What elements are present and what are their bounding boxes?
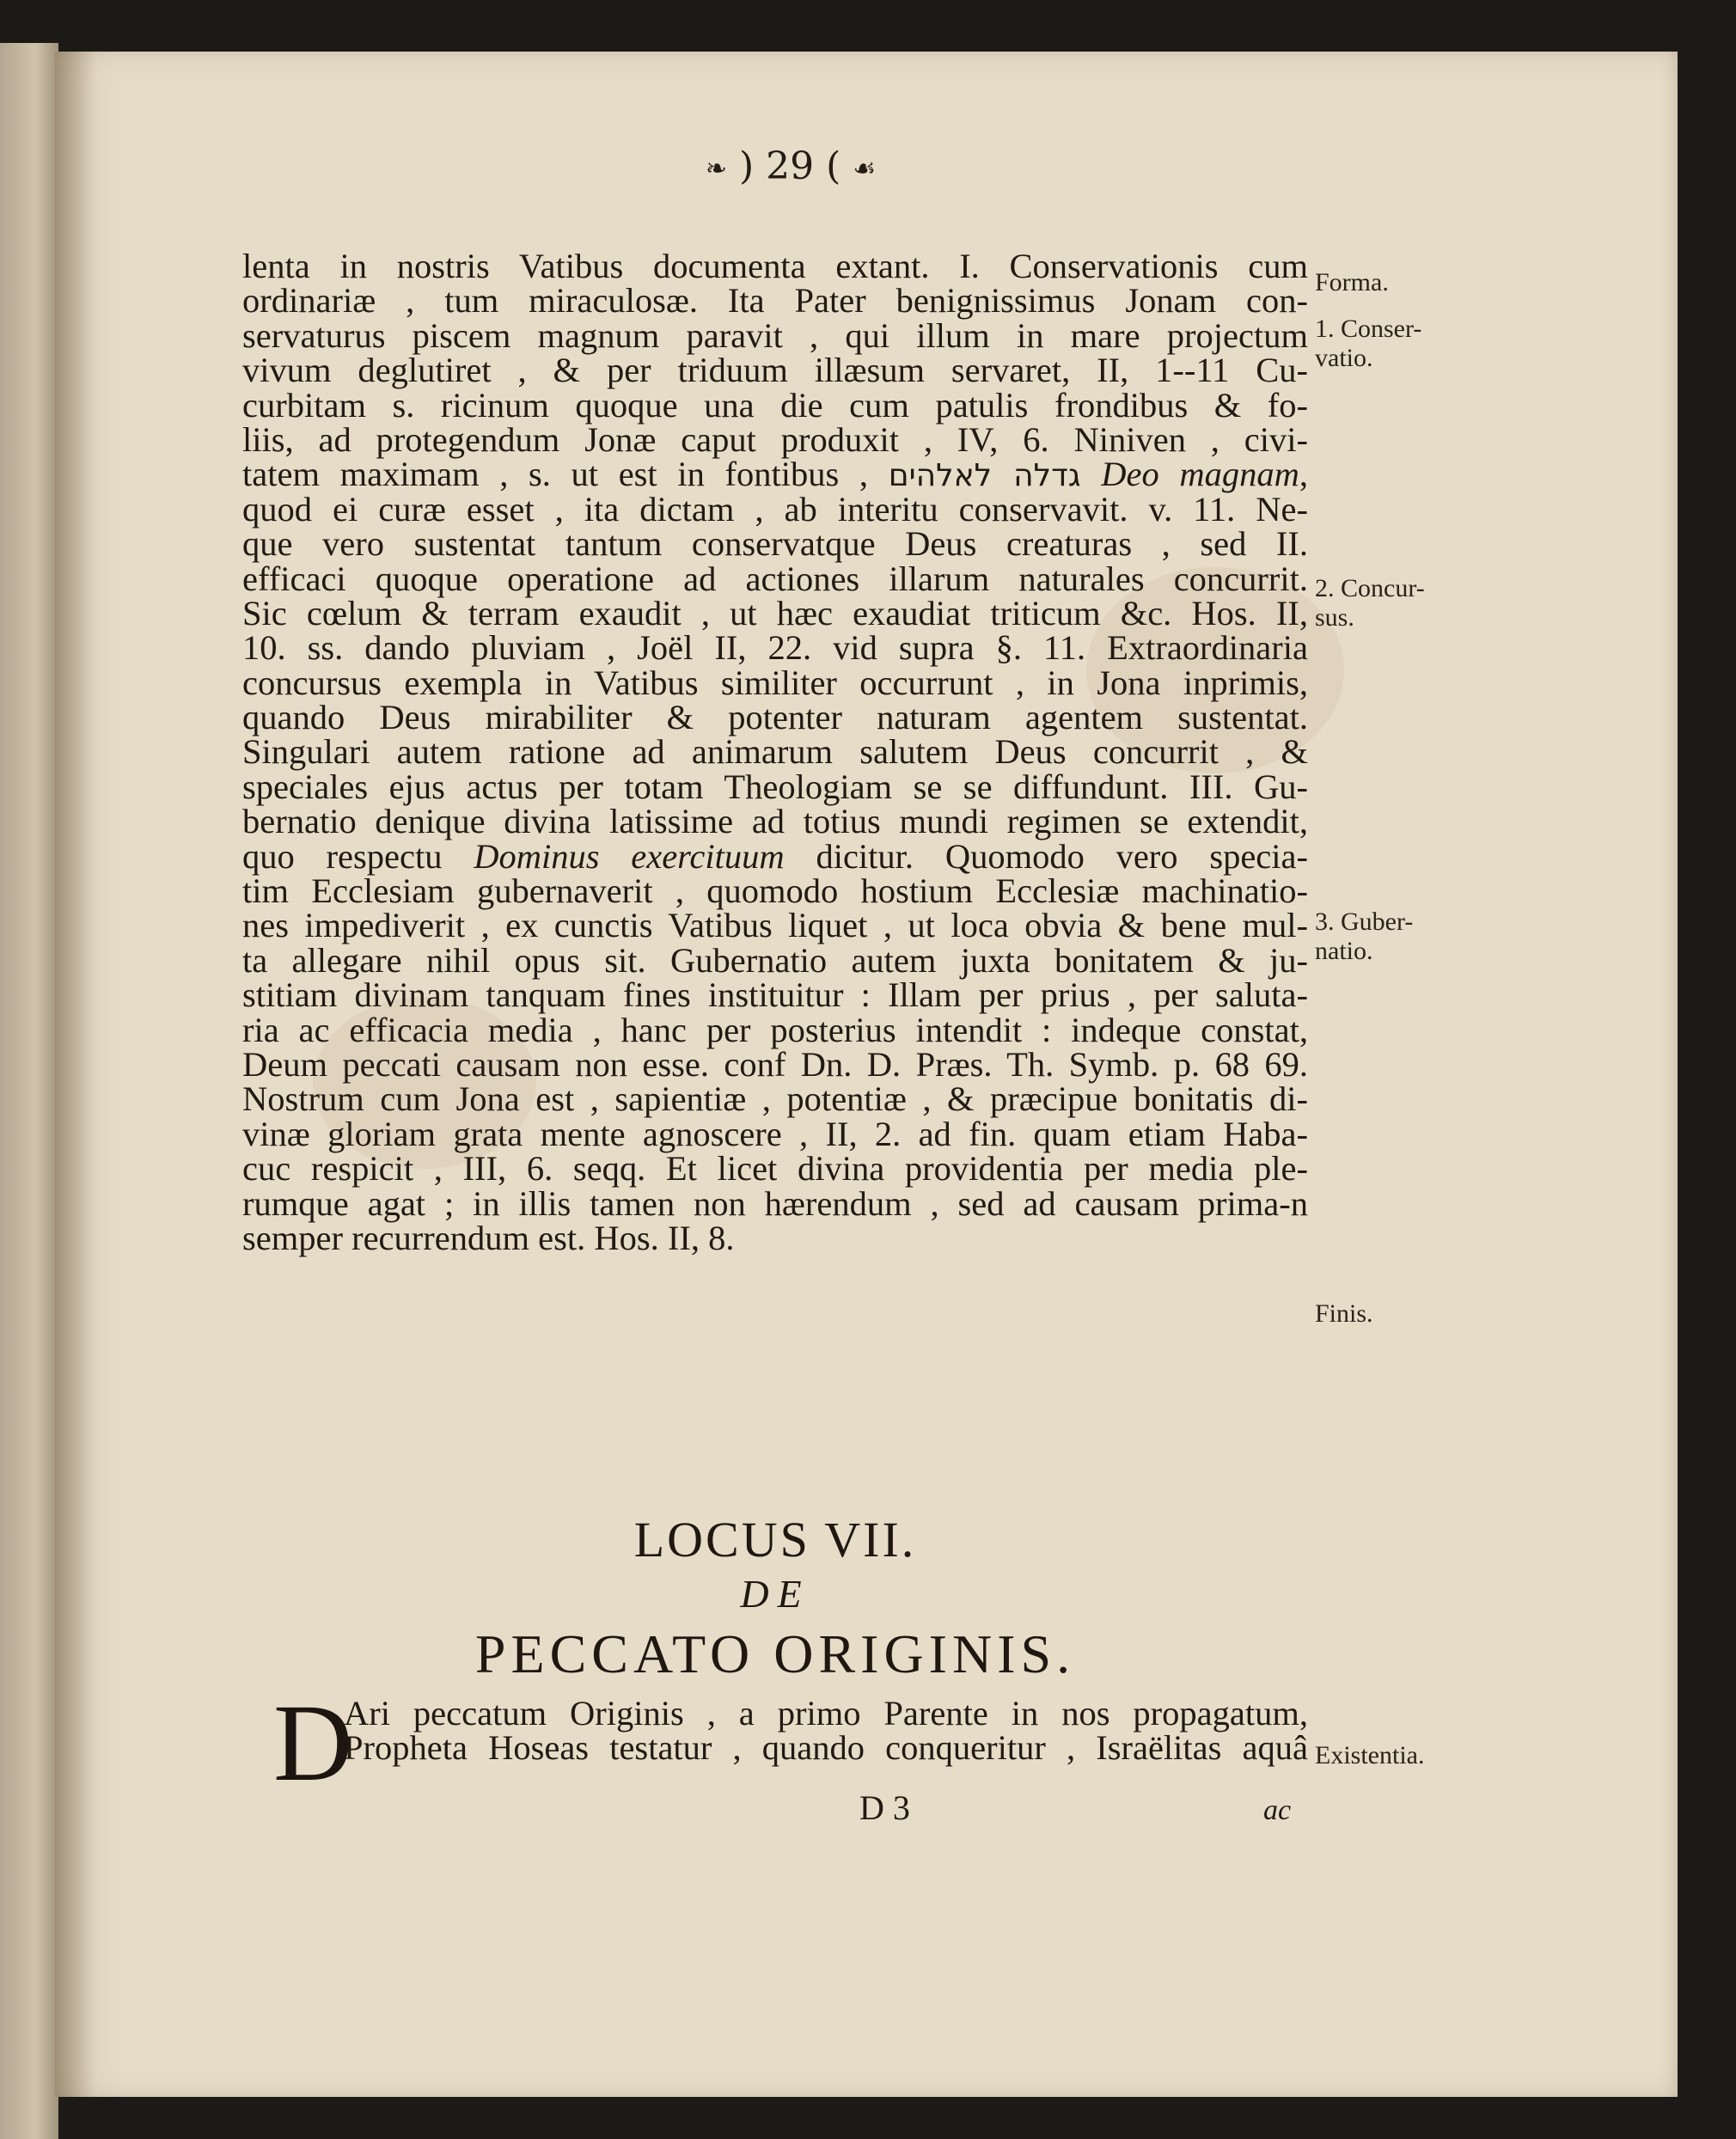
- italic-phrase: Deo magnam: [1101, 455, 1299, 494]
- drop-cap: D: [273, 1682, 353, 1804]
- text-line: que vero sustentat tantum conservatque Deus creaturas , sed II.: [242, 524, 1308, 564]
- closing-line: Propheta Hoseas testatur , quando conqueritur , Israëlitas aquâ: [344, 1728, 1308, 1768]
- page-gutter-shadow: [55, 52, 96, 2097]
- page-number: ) 29 (: [738, 144, 841, 188]
- text-line: lenta in nostris Vatibus documenta extant. I. Conservationis cum: [242, 247, 1308, 285]
- section-heading-peccato-originis: PECCATO ORIGINIS.: [474, 1623, 1076, 1684]
- margin-note-gubernatio: 3. Guber- natio.: [1315, 908, 1414, 965]
- text-line: semper recurrendum est. Hos. II, 8.: [242, 1218, 735, 1257]
- text-line: efficaci quoque operatione ad actiones illarum naturales concurrit.: [242, 559, 1308, 598]
- italic-phrase: Dominus exercituum: [474, 836, 785, 876]
- text-line: ta allegare nihil opus sit. Gubernatio autem juxta bonitatem & ju-: [242, 940, 1308, 980]
- text-line: quando Deus mirabiliter & potenter naturam agentem sustentat.: [242, 698, 1308, 737]
- text-line: ria ac efficacia media , hanc per posterius intendit : indeque constat,: [242, 1010, 1308, 1049]
- section-subtitle-de: DE: [740, 1572, 810, 1616]
- text-line: tim Ecclesiam gubernaverit , quomodo hostium Ecclesiæ machinatio-: [242, 871, 1308, 911]
- text-line: quo respectu Dominus exercituum dicitur. Quomodo vero specia-: [242, 836, 1308, 876]
- margin-note-forma: Forma.: [1315, 268, 1389, 296]
- hebrew-phrase: גדלה לאלהים: [888, 458, 1081, 494]
- text-line: quod ei curæ esset , ita dictam , ab interitu conservavit. v. 11. Ne-: [242, 489, 1308, 529]
- header-ornament-left: ❧: [705, 154, 727, 184]
- text-line: liis, ad protegendum Jonæ caput produxit , IV, 6. Niniven , civi-: [242, 419, 1308, 459]
- text-line: vivum deglutiret , & per triduum illæsum servaret, II, 1--11 Cu-: [242, 351, 1308, 390]
- text-line: cuc respicit , III, 6. seqq. Et licet divina providentia per media ple-: [242, 1149, 1308, 1189]
- margin-note-finis: Finis.: [1315, 1299, 1373, 1328]
- catchword: ac: [1263, 1794, 1292, 1826]
- text-line: servaturus piscem magnum paravit , qui illum in mare projectum: [242, 315, 1308, 355]
- body-paragraph: [242, 249, 1308, 1256]
- page-header: [567, 144, 1014, 188]
- header-ornament-right: ☙: [853, 154, 877, 184]
- text-line: Deum peccati causam non esse. conf Dn. D. Præs. Th. Symb. p. 68 69.: [242, 1044, 1308, 1084]
- text-line: ordinariæ , tum miraculosæ. Ita Pater benignissimus Jonam con-: [242, 281, 1308, 321]
- signature-mark: D 3: [859, 1788, 910, 1827]
- text-line: stitiam divinam tanquam fines instituitur : Illam per prius , per saluta-: [242, 975, 1308, 1015]
- text-line: speciales ejus actus per totam Theologiam se se diffundunt. III. Gu-: [242, 767, 1308, 806]
- text-line: vinæ gloriam grata mente agnoscere , II, 2. ad fin. quam etiam Haba-: [242, 1114, 1308, 1153]
- text-line: tatem maximam , s. ut est in fontibus , גדלה לאלהים Deo magnam,: [242, 455, 1308, 494]
- section-title: LOCUS VII.: [633, 1512, 917, 1568]
- closing-line: Ari peccatum Originis , a primo Parente in nos propagatum,: [344, 1694, 1308, 1733]
- text-line: bernatio denique divina latissime ad totius mundi regimen se extendit,: [242, 802, 1308, 841]
- opening-paragraph: [344, 1694, 1308, 1768]
- text-line: curbitam s. ricinum quoque una die cum patulis frondibus & fo-: [242, 385, 1308, 425]
- facing-page-edge: [0, 43, 58, 2139]
- text-line: Sic cœlum & terram exaudit , ut hæc exaudiat triticum &c. Hos. II,: [242, 593, 1308, 633]
- margin-note-concursus: 2. Concur- sus.: [1315, 574, 1425, 632]
- text-line: nes impediverit , ex cunctis Vatibus liquet , ut loca obvia & bene mul-: [242, 906, 1308, 945]
- text-line: Singulari autem ratione ad animarum salutem Deus concurrit , &: [242, 732, 1308, 772]
- margin-note-conservatio: 1. Conser- vatio.: [1315, 315, 1422, 372]
- margin-note-existentia: Existentia.: [1315, 1741, 1425, 1769]
- text-line: 10. ss. dando pluviam , Joël II, 22. vid supra §. 11. Extraordinaria: [242, 628, 1308, 668]
- text-line: Nostrum cum Jona est , sapientiæ , potentiæ , & præcipue bonitatis di-: [242, 1079, 1308, 1119]
- text-line: rumque agat ; in illis tamen non hærendum , sed ad causam prima-n: [242, 1183, 1308, 1223]
- text-line: concursus exempla in Vatibus similiter occurrunt , in Jona inprimis,: [242, 663, 1308, 702]
